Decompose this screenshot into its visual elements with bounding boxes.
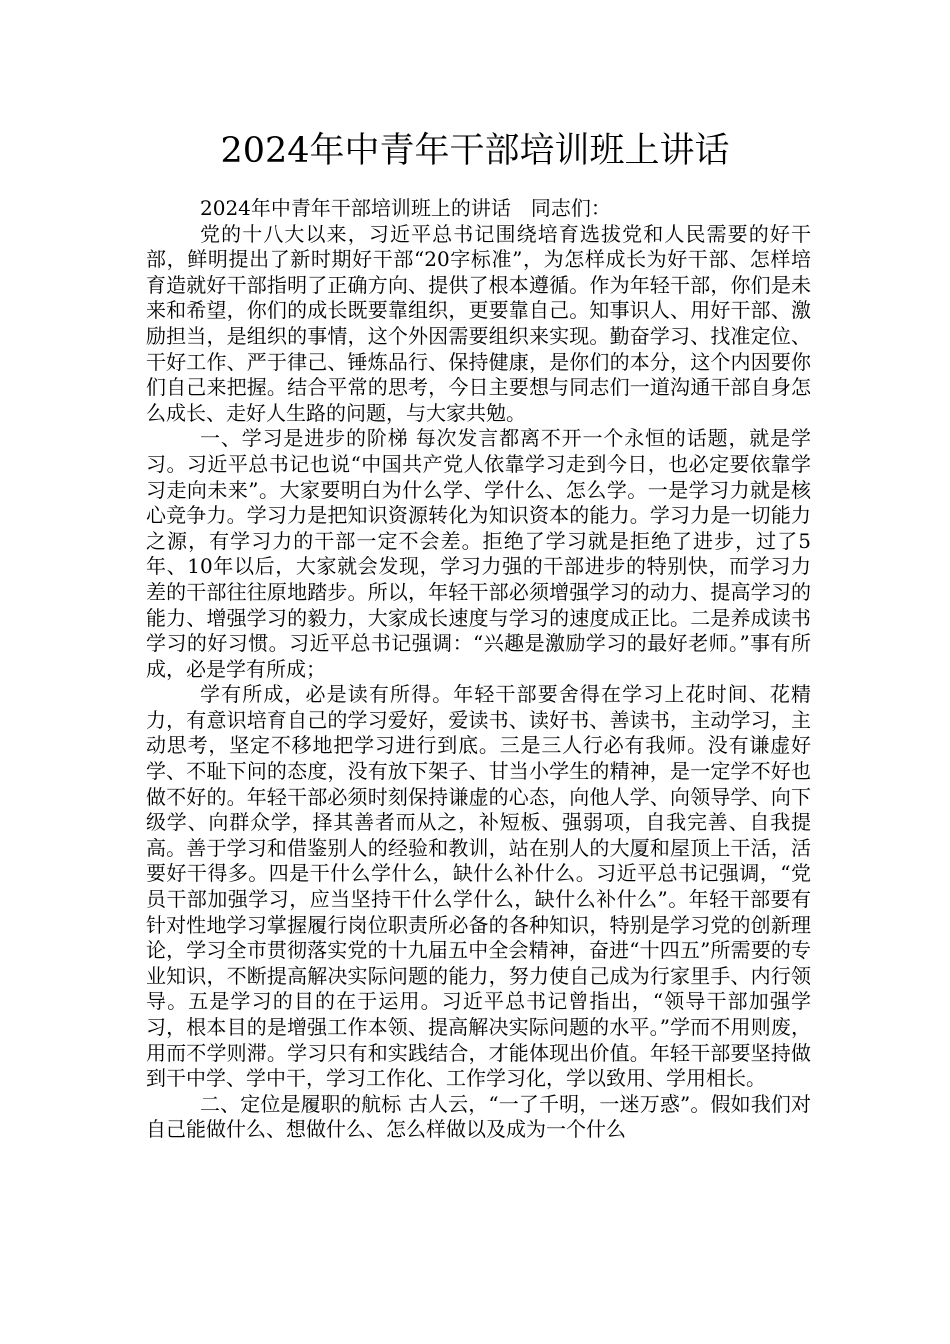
paragraph-intro: 党的十八大以来，习近平总书记围绕培育选拔党和人民需要的好干部，鲜明提出了新时期好干部“20字标准”，为怎样成长为好干部、怎样培育造就好干部指明了正确方向、提供了根本遵循。作为年轻干部，你们是未来和希望，你们的成长既要靠组织，更要靠自己。知事识人、用好干部、激励担当，是组织的事情，这个外因需要组织来实现。勤奋学习、找准定位、干好工作、严于律己、锤炼品行、保持健康，是你们的本分，这个内因要你们自己来把握。结合平常的思考，今日主要想与同志们一道沟通干部自身怎么成长、走好人生路的问题，与大家共勉。 [146,221,811,425]
paragraph-positioning: 二、定位是履职的航标 古人云，“一了千明，一迷万惑”。假如我们对自己能做什么、想做什么、怎么样做以及成为一个什么 [146,1091,811,1142]
document-title: 2024年中青年干部培训班上讲话 [220,131,730,171]
document-body [146,196,811,1143]
paragraph-learning-continued: 学有所成，必是读有所得。年轻干部要舍得在学习上花时间、花精力，有意识培育自己的学习爱好，爱读书、读好书、善读书，主动学习，主动思考，坚定不移地把学习进行到底。三是三人行必有我师。没有谦虚好学、不耻下问的态度，没有放下架子、甘当小学生的精神，是一定学不好也做不好的。年轻干部必须时刻保持谦虚的心态，向他人学、向领导学、向下级学、向群众学，择其善者而从之，补短板、强弱项，自我完善、自我提高。善于学习和借鉴别人的经验和教训，站在别人的大厦和屋顶上干活，活要好干得多。四是干什么学什么，缺什么补什么。习近平总书记强调，“党员干部加强学习，应当坚持干什么学什么，缺什么补什么”。年轻干部要有针对性地学习掌握履行岗位职责所必备的各种知识，特别是学习党的创新理论，学习全市贯彻落实党的十九届五中全会精神，奋进“十四五”所需要的专业知识，不断提高解决实际问题的能力，努力使自己成为行家里手、内行领导。五是学习的目的在于运用。习近平总书记曾指出，“领导干部加强学习，根本目的是增强工作本领、提高解决实际问题的水平。”学而不用则废，用而不学则滞。学习只有和实践结合，才能体现出价值。年轻干部要坚持做到干中学、学中干，学习工作化、工作学习化，学以致用、学用相长。 [146,682,811,1091]
paragraph-learning: 一、学习是进步的阶梯 每次发言都离不开一个永恒的话题，就是学习。习近平总书记也说“中国共产党人依靠学习走到今日，也必定要依靠学习走向未来”。大家要明白为什么学、学什么、怎么学。一是学习力就是核心竞争力。学习力是把知识资源转化为知识资本的能力。学习力是一切能力之源，有学习力的干部一定不会差。拒绝了学习就是拒绝了进步，过了5年、10年以后，大家就会发现，学习力强的干部进步的特别快，而学习力差的干部往往原地踏步。所以，年轻干部必须增强学习的动力、提高学习的能力、增强学习的毅力，大家成长速度与学习的速度成正比。二是养成读书学习的好习惯。习近平总书记强调：“兴趣是激励学习的最好老师。”事有所成，必是学有所成； [146,426,811,681]
paragraph-greeting: 2024年中青年干部培训班上的讲话 同志们： [200,196,611,220]
